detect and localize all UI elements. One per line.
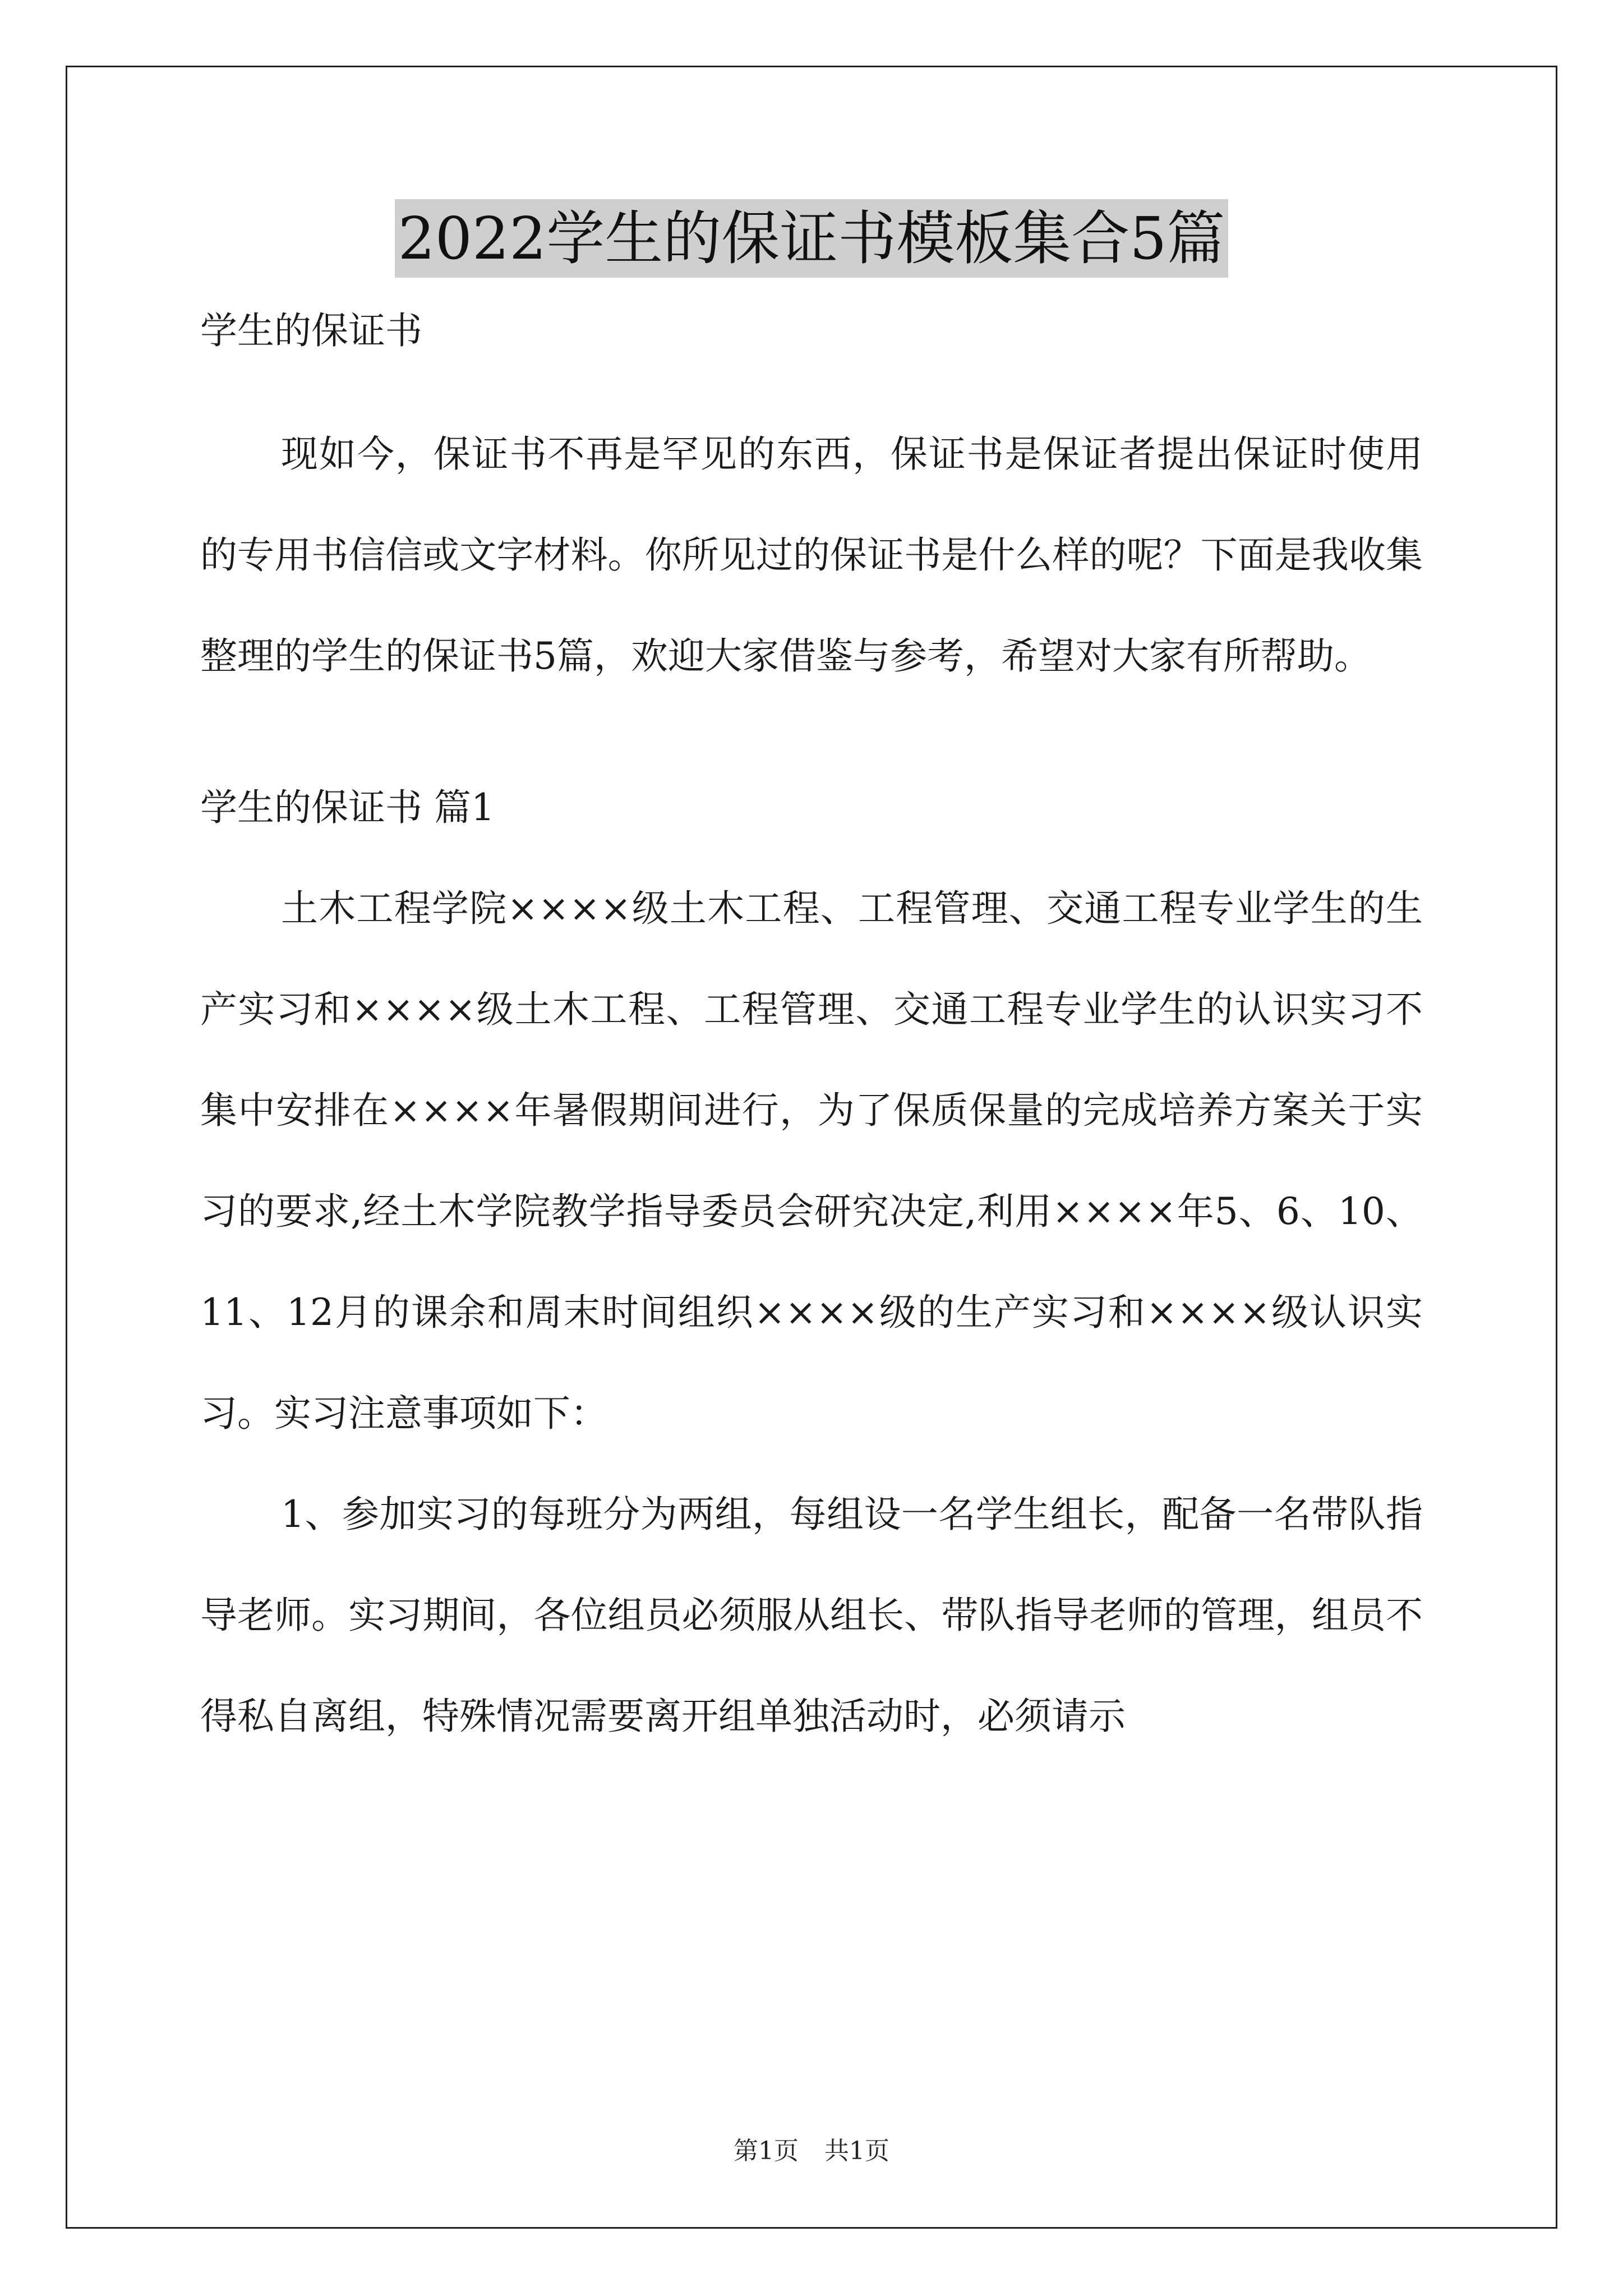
intro-heading: 学生的保证书 (200, 309, 422, 352)
page-footer (0, 2134, 1623, 2168)
page-number-total: 共1页 (824, 2137, 889, 2165)
section1-paragraph-2: 1、参加实习的每班分为两组，每组设一名学生组长，配备一名带队指导老师。实习期间，各位组员必须服从组长、带队指导老师的管理，组员不得私自离组，特殊情况需要离开组单独活动时，必须请示 (200, 1493, 1423, 1738)
intro-paragraph: 现如今，保证书不再是罕见的东西，保证书是保证者提出保证时使用的专用书信信或文字材料。你所见过的保证书是什么样的呢？下面是我收集整理的学生的保证书5篇，欢迎大家借鉴与参考，希望对大家有所帮助。 (200, 432, 1423, 678)
section-heading-1: 学生的保证书 篇1 (200, 786, 495, 829)
document-title: 2022学生的保证书模板集合5篇 (395, 199, 1229, 278)
section1-paragraph-1: 土木工程学院××××级土木工程、工程管理、交通工程专业学生的生产实习和××××级土木工程、工程管理、交通工程专业学生的认识实习不集中安排在××××年暑假期间进行，为了保质保量的完成培养方案关于实习的要求,经土木学院教学指导委员会研究决定,利用××××年5、6、10、11、12月的课余和周末时间组织××××级的生产实习和××××级认识实习。实习注意事项如下： (200, 887, 1423, 1435)
document-body (200, 303, 1423, 1767)
page-number-current: 第1页 (734, 2137, 799, 2165)
title-container (0, 199, 1623, 278)
